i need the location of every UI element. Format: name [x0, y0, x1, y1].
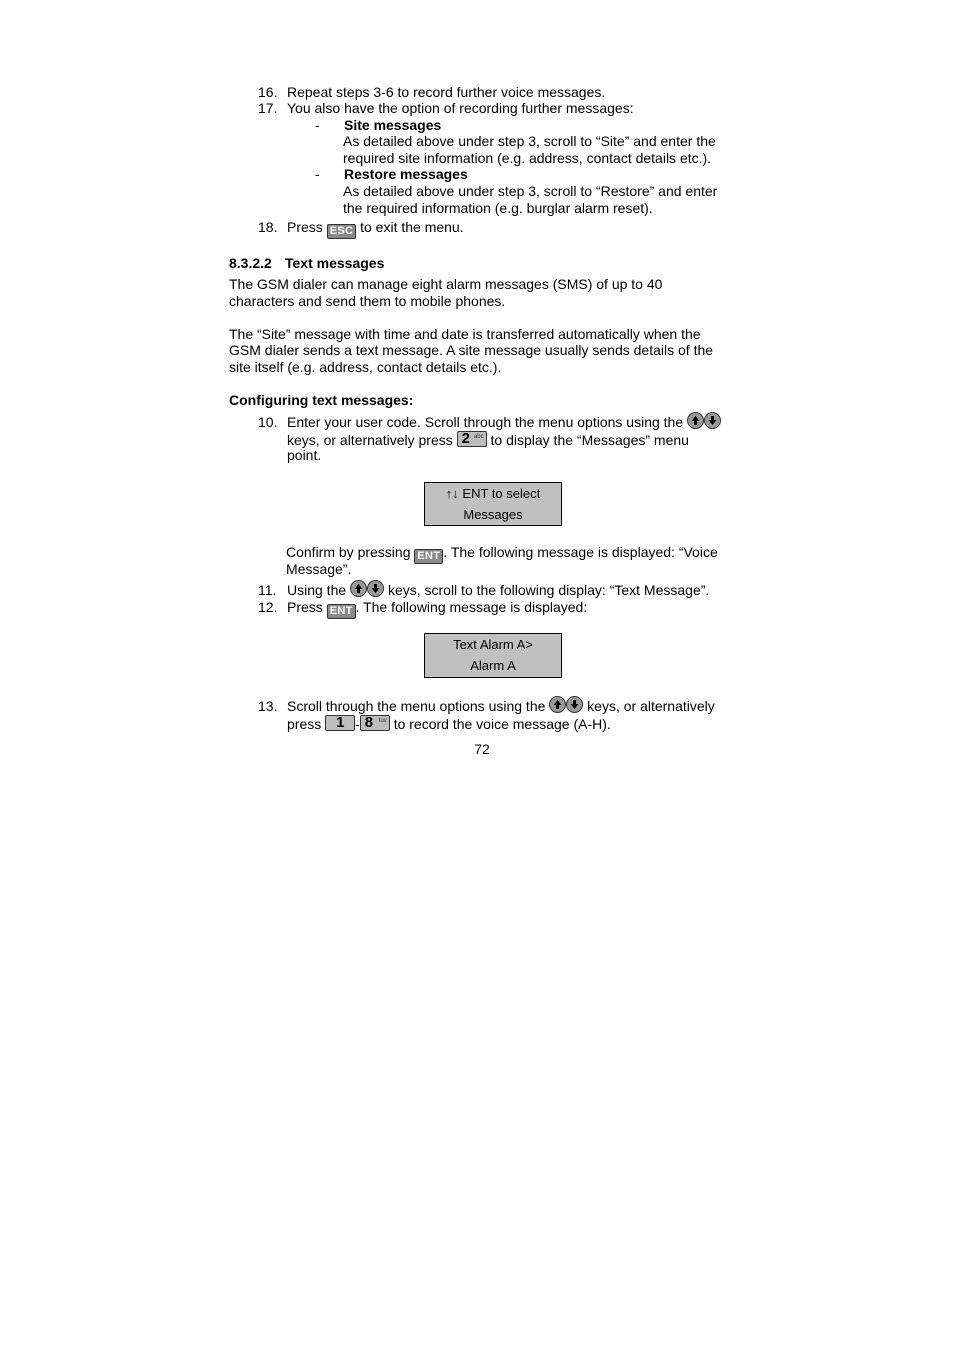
- step-text: to exit the menu.: [360, 219, 464, 235]
- arrow-down-key-icon: [704, 412, 721, 429]
- paragraph-line: characters and send them to mobile phones.: [229, 293, 506, 309]
- key-2-icon: 2 abc: [457, 431, 487, 447]
- arrow-down-key-icon: [367, 580, 384, 597]
- step-text: keys, scroll to the following display: “Text Message”.: [387, 582, 710, 598]
- dash: -: [315, 117, 320, 133]
- step-number: 11.: [258, 582, 277, 598]
- paragraph-line: site itself (e.g. address, contact details etc.).: [229, 359, 502, 375]
- lcd-line-1: Text Alarm A>: [453, 637, 533, 652]
- step-number: 17.: [258, 100, 278, 116]
- sub-item-title: Site messages: [344, 117, 442, 133]
- step-text: Message”.: [286, 561, 352, 577]
- step-11: [258, 580, 709, 599]
- step-number: 13.: [258, 698, 278, 714]
- dash: -: [355, 716, 360, 732]
- step-13: [258, 696, 715, 715]
- config-heading: Configuring text messages:: [229, 392, 414, 408]
- arrow-up-key-icon: [687, 412, 704, 429]
- step-text: You also have the option of recording further messages:: [287, 100, 634, 116]
- section-title: Text messages: [285, 255, 385, 271]
- section-number: 8.3.2.2: [229, 255, 272, 271]
- arrow-up-key-icon: [350, 580, 367, 597]
- step-text: press: [287, 716, 322, 732]
- sub-item-text: As detailed above under step 3, scroll to “Site” and enter the: [343, 133, 716, 149]
- step-number: 18.: [258, 219, 278, 235]
- step-text: . The following message is displayed:: [355, 599, 588, 615]
- lcd-display-messages: [424, 482, 562, 526]
- sub-item-title: Restore messages: [344, 166, 468, 182]
- lcd-display-text-alarm: [424, 633, 562, 678]
- step-10-line-2: [287, 431, 689, 449]
- step-text: keys, or alternatively press: [287, 432, 453, 448]
- paragraph-line: The GSM dialer can manage eight alarm messages (SMS) of up to 40: [229, 276, 663, 292]
- step-10: [258, 412, 721, 431]
- step-text: Press: [287, 599, 323, 615]
- key-8-icon: 8 tuv: [360, 715, 390, 731]
- paragraph-line: GSM dialer sends a text message. A site message usually sends details of the: [229, 342, 714, 358]
- sub-item-restore: [315, 166, 468, 183]
- esc-key-icon: ESC: [327, 224, 357, 239]
- step-text: Repeat steps 3-6 to record further voice messages.: [287, 84, 606, 100]
- step-text: Press: [287, 219, 323, 235]
- ent-key-icon: ENT: [327, 604, 356, 619]
- lcd-line-2: Messages: [463, 507, 523, 522]
- step-13-line-2: [287, 715, 611, 733]
- lcd-line-1: ↑↓ ENT to select: [445, 486, 541, 501]
- step-18: [258, 219, 464, 239]
- step-17: [258, 100, 634, 117]
- sub-item-text: the required information (e.g. burglar alarm reset).: [343, 200, 653, 216]
- step-text: to record the voice message (A-H).: [393, 716, 611, 732]
- step-text: Confirm by pressing: [286, 544, 411, 560]
- step-text: point.: [287, 447, 322, 463]
- key-1-icon: 1: [325, 715, 355, 731]
- step-text: Enter your user code. Scroll through the menu options using the: [287, 414, 684, 430]
- step-text: . The following message is displayed: “Voice: [443, 544, 718, 560]
- sub-item-text: As detailed above under step 3, scroll to “Restore” and enter: [343, 183, 718, 199]
- step-number: 16.: [258, 84, 278, 100]
- paragraph-line: The “Site” message with time and date is transferred automatically when the: [229, 326, 701, 342]
- sub-item-site: [315, 117, 441, 134]
- step-12: [258, 599, 587, 619]
- lcd-line-2: Alarm A: [470, 658, 516, 673]
- dash: -: [315, 166, 320, 182]
- step-16: [258, 84, 605, 101]
- arrow-up-key-icon: [549, 696, 566, 713]
- sub-item-text: required site information (e.g. address, contact details etc.).: [343, 150, 712, 166]
- step-number: 10.: [258, 414, 278, 430]
- step-text: keys, or alternatively: [587, 698, 715, 714]
- step-text: Using the: [287, 582, 347, 598]
- step-number: 12.: [258, 599, 278, 615]
- page-number: 72: [474, 741, 490, 757]
- step-text: to display the “Messages” menu: [490, 432, 689, 448]
- section-heading: [229, 255, 384, 272]
- step-text: Scroll through the menu options using the: [287, 698, 546, 714]
- arrow-down-key-icon: [566, 696, 583, 713]
- ent-key-icon: ENT: [414, 549, 443, 564]
